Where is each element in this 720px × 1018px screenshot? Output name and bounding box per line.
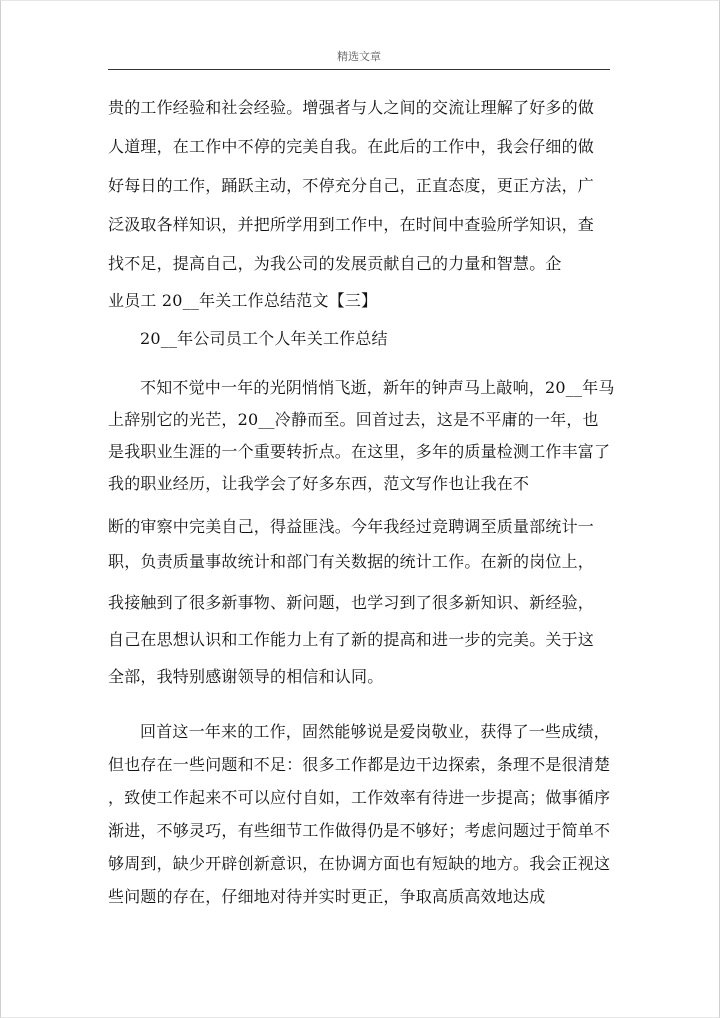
page-header: 精选文章 [337,50,381,63]
body-line: 我的职业经历，让我学会了好多东西，范文写作也让我在不 [108,474,530,493]
body-line: 些问题的存在，仔细地对待并实时更正，争取高质高效地达成 [108,887,546,906]
body-line: 断的审察中完美自己，得益匪浅。今年我经过竞聘调至质量部统计一 [108,517,595,536]
body-line: 但也存在一些问题和不足：很多工作都是边干边探索，条理不是很清楚 [108,755,611,774]
body-line: 人道理，在工作中不停的完美自我。在此后的工作中，我会仔细的做 [108,137,595,156]
body-line: 贵的工作经验和社会经验。增强者与人之间的交流让理解了好多的做 [108,98,595,117]
body-line: 自己在思想认识和工作能力上有了新的提高和进一步的完美。关于这 [108,630,595,649]
body-line: 泛汲取各样知识，并把所学用到工作中，在时间中查验所学知识，查 [108,215,595,234]
body-line: 上辞别它的光芒，20__冷静而至。回首过去，这是不平庸的一年，也 [108,410,599,429]
body-line: 找不足，提高自己，为我公司的发展贡献自己的力量和智慧。企 [108,254,562,273]
subsection-title: 20__年公司员工个人年关工作总结 [140,329,388,348]
body-line: 够周到，缺少开辟创新意识，在协调方面也有短缺的地方。我会正视这 [108,854,611,873]
section-title: 业员工 20__年关工作总结范文【三】 [108,291,378,310]
body-line: 好每日的工作，踊跃主动，不停充分自己，正直态度，更正方法，广 [108,176,595,195]
body-line: 职，负责质量事故统计和部门有关数据的统计工作。在新的岗位上， [108,552,595,571]
body-line: 渐进，不够灵巧，有些细节工作做得仍是不够好；考虑问题过于简单不 [108,821,611,840]
body-line: 不知不觉中一年的光阴悄悄飞逝，新年的钟声马上敲响，20__年马 [140,378,615,397]
header-rule [108,69,610,70]
body-line: ，致使工作起来不可以应付自如，工作效率有待进一步提高；做事循序 [108,788,611,807]
body-line: 回首这一年来的工作，固然能够说是爱岗敬业，获得了一些成绩， [140,722,610,741]
body-line: 全部，我特别感谢领导的相信和认同。 [108,667,384,686]
body-line: 我接触到了很多新事物、新问题，也学习到了很多新知识、新经验， [108,593,595,612]
body-line: 是我职业生涯的一个重要转折点。在这里，多年的质量检测工作丰富了 [108,442,611,461]
